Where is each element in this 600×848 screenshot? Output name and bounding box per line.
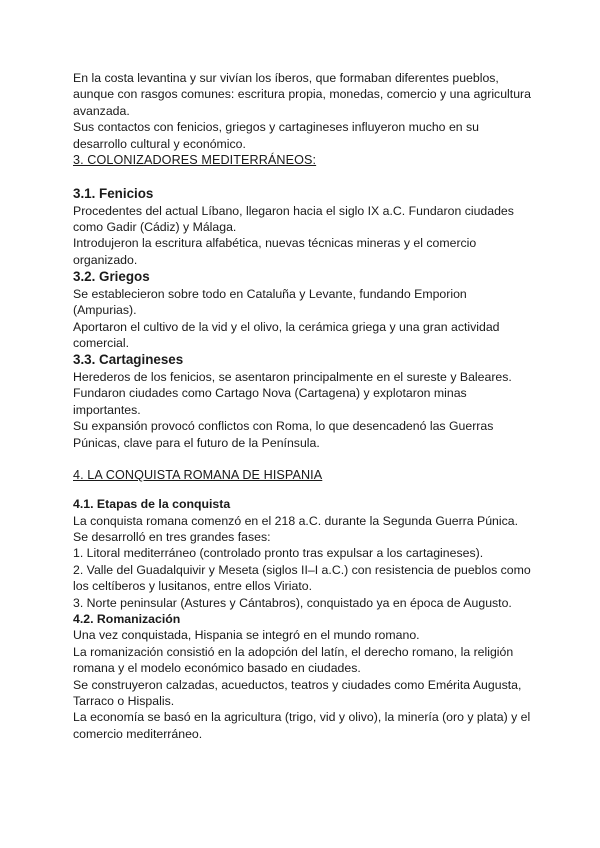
paragraph: Fundaron ciudades como Cartago Nova (Cartagena) y explotaron minas importantes. (73, 386, 467, 417)
section-3-heading: 3. COLONIZADORES MEDITERRÁNEOS: (73, 153, 317, 168)
paragraph: La romanización consistió en la adopción del latín, el derecho romano, la religión romana y el modelo económico basado en ciudades. (73, 644, 514, 676)
subsection-4-1-heading: 4.1. Etapas de la conquista (73, 497, 231, 512)
list-item: 2. Valle del Guadalquivir y Meseta (siglos II–I a.C.) con resistencia de pueblos como los celtíberos y lusitanos, entre ellos Viriato. (73, 562, 531, 594)
subsection-3-1-heading: 3.1. Fenicios (73, 186, 154, 202)
subsection-3-3-heading: 3.3. Cartagineses (73, 352, 184, 368)
paragraph: Procedentes del actual Líbano, llegaron hacia el siglo IX a.C. Fundaron ciudades como Gadir (Cádiz) y Málaga. (73, 203, 514, 235)
paragraph: Su expansión provocó conflictos con Roma, lo que desencadenó las Guerras Púnicas, clave para el futuro de la Península. (73, 419, 494, 450)
paragraph: La economía se basó en la agricultura (trigo, vid y olivo), la minería (oro y plata) y el comercio mediterráneo. (73, 710, 531, 741)
list-item: 1. Litoral mediterráneo (controlado pronto tras expulsar a los cartagineses). (73, 546, 484, 561)
paragraph: Se construyeron calzadas, acueductos, teatros y ciudades como Emérita Augusta, Tarraco o Hispalis. (73, 677, 522, 708)
intro-paragraph: En la costa levantina y sur vivían los íberos, que formaban diferentes pueblos, aunque con rasgos comunes: escritura propia, monedas, comercio y una agricultura avanzada. (73, 71, 531, 118)
paragraph: Una vez conquistada, Hispania se integró en el mundo romano. (73, 628, 420, 643)
list-item: 3. Norte peninsular (Astures y Cántabros), conquistado ya en época de Augusto. (73, 595, 512, 610)
section-4-heading: 4. LA CONQUISTA ROMANA DE HISPANIA (73, 468, 323, 483)
document-body (73, 70, 533, 742)
paragraph: Introdujeron la escritura alfabética, nuevas técnicas mineras y el comercio organizado. (73, 236, 477, 267)
paragraph: Se establecieron sobre todo en Cataluña y Levante, fundando Emporion (Ampurias). (73, 286, 467, 318)
intro-paragraph: Sus contactos con fenicios, griegos y cartagineses influyeron mucho en su desarrollo cultural y económico. (73, 120, 480, 151)
subsection-4-2-heading: 4.2. Romanización (73, 611, 181, 626)
paragraph: Herederos de los fenicios, se asentaron principalmente en el sureste y Baleares. (73, 370, 512, 385)
paragraph: La conquista romana comenzó en el 218 a.C. durante la Segunda Guerra Púnica. (73, 513, 519, 528)
subsection-3-2-heading: 3.2. Griegos (73, 269, 150, 285)
paragraph: Se desarrolló en tres grandes fases: (73, 529, 271, 544)
paragraph: Aportaron el cultivo de la vid y el olivo, la cerámica griega y una gran actividad comercial. (73, 319, 500, 351)
